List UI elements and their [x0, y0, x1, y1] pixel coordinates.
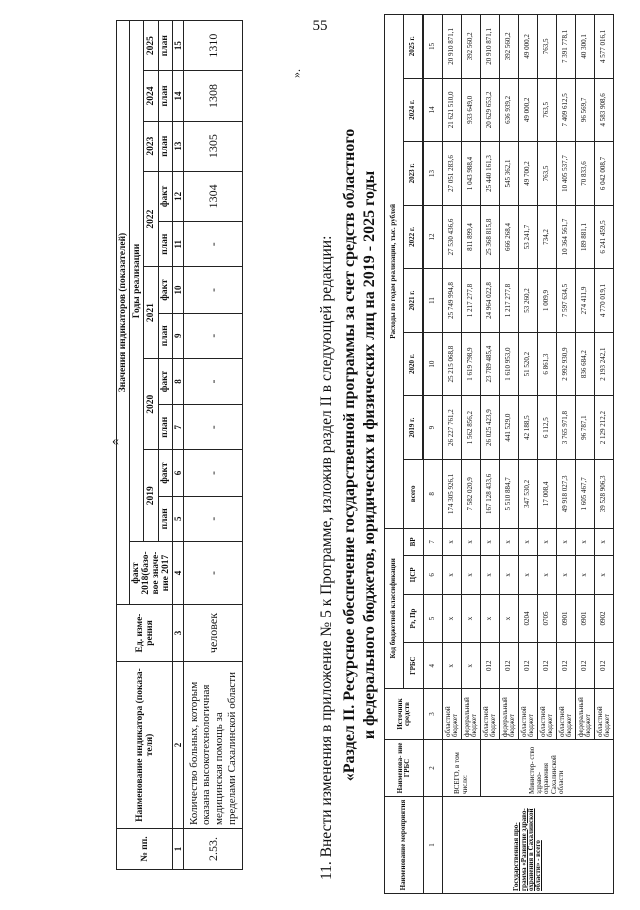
plan-label: план: [158, 121, 172, 171]
finance-cell: 347 530,2: [519, 459, 538, 528]
funding-source: областной бюджет: [557, 689, 576, 740]
col-number: 8: [173, 358, 184, 404]
finance-cell: 836 684,2: [576, 332, 595, 396]
plan-label: план: [158, 405, 172, 450]
col-number: 3: [173, 605, 184, 662]
finance-cell: 012: [538, 643, 557, 689]
plan-label: план: [158, 496, 172, 541]
finance-cell: 3 765 971,8: [557, 396, 576, 460]
col-unit-header: Ед. изме- рения: [117, 605, 173, 662]
finance-cell: 012: [481, 643, 500, 689]
finance-cell: 21 621 510,0: [443, 78, 462, 142]
finance-cell: 10 364 561,7: [557, 205, 576, 269]
column-number-row: [173, 21, 184, 870]
h-2022: 2022 г.: [404, 205, 423, 269]
col-number: 8: [424, 459, 443, 528]
col-number: 14: [424, 78, 443, 142]
col-number: 10: [173, 267, 184, 313]
finance-cell: х: [519, 528, 538, 555]
finance-cell: 189 881,1: [576, 205, 595, 269]
finance-cell: 2 193 242,1: [595, 332, 614, 396]
finance-cell: 40 300,1: [576, 15, 595, 79]
finance-cell: 6 042 008,7: [595, 142, 614, 206]
finance-cell: 7 582 020,9: [462, 459, 481, 528]
finance-cell: 1 217 277,8: [462, 269, 481, 333]
finance-table-wrapper: [384, 14, 614, 894]
finance-cell: 167 128 433,6: [481, 459, 500, 528]
finance-cell: 274 411,9: [576, 269, 595, 333]
indicator-value: -: [184, 313, 243, 358]
indicator-value: -: [184, 222, 243, 267]
finance-cell: 763,5: [538, 15, 557, 79]
plan-label: план: [158, 222, 172, 267]
finance-cell: х: [462, 594, 481, 643]
funding-source: федеральный бюджет: [462, 689, 481, 740]
finance-cell: 0902: [595, 594, 614, 643]
finance-cell: х: [462, 643, 481, 689]
finance-cell: х: [595, 556, 614, 595]
finance-cell: 4 583 908,6: [595, 78, 614, 142]
finance-cell: 012: [519, 643, 538, 689]
fact-label: факт: [158, 171, 172, 221]
funding-source: областной бюджет: [595, 689, 614, 740]
col-number: 14: [173, 71, 184, 121]
finance-cell: х: [462, 528, 481, 555]
finance-cell: 811 899,4: [462, 205, 481, 269]
h-budget-code: Код бюджетной классификации: [385, 528, 404, 688]
col-number: 1: [424, 797, 443, 894]
finance-cell: 1 619 798,9: [462, 332, 481, 396]
finance-cell: х: [595, 528, 614, 555]
h-source: Источник средств: [385, 689, 424, 740]
indicator-value: -: [184, 450, 243, 496]
funding-source: областной бюджет: [538, 689, 557, 740]
column-number-row: [424, 15, 443, 894]
funding-source: областной бюджет: [519, 689, 538, 740]
h-rzpr: Рз, Пр: [404, 594, 424, 643]
finance-cell: х: [443, 528, 462, 555]
finance-table-body: [443, 15, 614, 894]
funding-source: областной бюджет: [481, 689, 500, 740]
plan-label: план: [158, 21, 172, 71]
finance-cell: х: [443, 643, 462, 689]
finance-cell: 53 260,2: [519, 269, 538, 333]
year-2021: 2021: [144, 267, 158, 359]
col-number: 13: [173, 121, 184, 171]
h-2024: 2024 г.: [404, 78, 423, 142]
indicator-table: [116, 20, 243, 870]
col-number: 11: [424, 269, 443, 333]
total-label: ВСЕГО, в том числе:: [443, 740, 481, 797]
finance-cell: 25 440 161,3: [481, 142, 500, 206]
finance-cell: 012: [595, 643, 614, 689]
col-number: 13: [424, 142, 443, 206]
finance-cell: 636 939,2: [500, 78, 519, 142]
col-number: 9: [173, 313, 184, 358]
h-name: Наименование мероприятия: [385, 797, 424, 894]
year-2023: 2023: [144, 121, 158, 171]
finance-cell: 1 605 467,7: [576, 459, 595, 528]
finance-cell: х: [576, 528, 595, 555]
year-2022: 2022: [144, 171, 158, 267]
finance-cell: 392 560,2: [500, 15, 519, 79]
finance-cell: 933 649,0: [462, 78, 481, 142]
finance-cell: 0705: [538, 594, 557, 643]
h-grbs: ГРБС: [404, 643, 424, 689]
h-2023: 2023 г.: [404, 142, 423, 206]
section-heading-line-1: «Раздел II. Ресурсное обеспечение государственной программы за счет средств областного: [341, 128, 358, 782]
finance-cell: 012: [500, 643, 519, 689]
indicator-value: -: [184, 405, 243, 450]
finance-cell: 26 025 423,9: [481, 396, 500, 460]
finance-cell: х: [557, 556, 576, 595]
page-number: 55: [312, 18, 328, 34]
indicator-value: -: [184, 542, 243, 605]
h-vr: ВР: [404, 528, 424, 555]
col-number: 5: [173, 496, 184, 541]
finance-cell: х: [500, 556, 519, 595]
finance-cell: 666 268,4: [500, 205, 519, 269]
col-number: 12: [173, 171, 184, 221]
section-heading-line-2: и федерального бюджетов, юридических и физических лиц на 2019 - 2025 годы: [361, 170, 378, 740]
finance-cell: 27 530 436,6: [443, 205, 462, 269]
col-number: 7: [424, 528, 443, 555]
finance-cell: 1 009,9: [538, 269, 557, 333]
year-2024: 2024: [144, 71, 158, 121]
finance-cell: 23 789 485,4: [481, 332, 500, 396]
finance-cell: 96 787,1: [576, 396, 595, 460]
finance-cell: 10 405 537,7: [557, 142, 576, 206]
finance-cell: х: [538, 528, 557, 555]
finance-cell: 5 510 884,7: [500, 459, 519, 528]
finance-cell: 012: [557, 643, 576, 689]
finance-cell: 49 700,2: [519, 142, 538, 206]
plan-label: план: [158, 313, 172, 358]
finance-cell: х: [576, 556, 595, 595]
finance-cell: 4 770 019,1: [595, 269, 614, 333]
finance-cell: х: [500, 528, 519, 555]
finance-cell: 20 910 871,1: [481, 15, 500, 79]
col-number: 11: [173, 222, 184, 267]
indicator-value: 1310: [184, 21, 243, 71]
funding-source: федеральный бюджет: [576, 689, 595, 740]
finance-cell: 2 992 930,9: [557, 332, 576, 396]
year-2025: 2025: [144, 21, 158, 71]
finance-cell: 392 560,2: [462, 15, 481, 79]
finance-cell: 7 597 634,5: [557, 269, 576, 333]
indicator-name: Количество больных, которым оказана высокотехнологичная медицинская помощь за пределами Сахалинской области: [184, 662, 243, 829]
fact-label: факт: [158, 267, 172, 313]
finance-cell: х: [519, 556, 538, 595]
col-number: 15: [173, 21, 184, 71]
finance-cell: 42 188,5: [519, 396, 538, 460]
program-name: Государственная про- грамма «Развитие здраво- охранения в Сахалинской области» - всего: [443, 797, 614, 894]
finance-cell: 96 569,7: [576, 78, 595, 142]
col-no-header: № пп.: [117, 829, 173, 870]
finance-cell: 7 391 778,1: [557, 15, 576, 79]
finance-cell: х: [443, 594, 462, 643]
fact-label: факт: [158, 450, 172, 496]
finance-cell: 25 368 815,8: [481, 205, 500, 269]
indicator-table-wrapper: [116, 20, 243, 870]
table-row: [443, 15, 462, 894]
finance-cell: 545 362,1: [500, 142, 519, 206]
indicator-unit: человек: [184, 605, 243, 662]
finance-cell: 763,5: [538, 142, 557, 206]
col-number: 5: [424, 594, 443, 643]
finance-cell: 763,5: [538, 78, 557, 142]
finance-cell: х: [462, 556, 481, 595]
finance-cell: 53 241,7: [519, 205, 538, 269]
h-grbs-name: Наименова- ние ГРБС: [385, 740, 424, 797]
h-2019: 2019 г.: [404, 396, 423, 460]
finance-cell: 0901: [576, 594, 595, 643]
col-number: 15: [424, 15, 443, 79]
col-number: 6: [173, 450, 184, 496]
indicator-value: 1304: [184, 171, 243, 221]
h-total: всего: [404, 459, 424, 528]
finance-cell: 20 629 653,2: [481, 78, 500, 142]
finance-cell: 20 910 871,1: [443, 15, 462, 79]
finance-cell: х: [481, 528, 500, 555]
closing-quote-mark: ».: [289, 69, 303, 78]
finance-cell: 49 000,2: [519, 78, 538, 142]
finance-cell: 49 918 027,3: [557, 459, 576, 528]
finance-cell: 0204: [519, 594, 538, 643]
indicator-value: -: [184, 358, 243, 404]
h-csr: ЦСР: [404, 556, 424, 595]
finance-cell: х: [443, 556, 462, 595]
values-header: Значения индикаторов (показателей): [117, 21, 130, 605]
col-number: 2: [173, 662, 184, 829]
col-number: 4: [173, 542, 184, 605]
funding-source: федеральный бюджет: [500, 689, 519, 740]
amendment-instruction: 11. Внести изменения в приложение № 5 к Программе, изложив раздел II в следующей редакции:: [318, 235, 335, 880]
col-number: 7: [173, 405, 184, 450]
section-heading: [340, 30, 380, 880]
fact-label: факт: [158, 358, 172, 404]
h-2020: 2020 г.: [404, 332, 423, 396]
finance-cell: х: [557, 528, 576, 555]
finance-cell: 7 409 612,5: [557, 78, 576, 142]
finance-cell: 27 051 283,6: [443, 142, 462, 206]
ministry-label: Министер- ство здраво- охранения Сахалинской области: [481, 740, 614, 797]
col-number: 4: [424, 643, 443, 689]
finance-cell: 174 305 926,1: [443, 459, 462, 528]
h-2021: 2021 г.: [404, 269, 423, 333]
finance-cell: 1 610 953,0: [500, 332, 519, 396]
finance-cell: 1 043 988,4: [462, 142, 481, 206]
finance-cell: 441 529,0: [500, 396, 519, 460]
finance-cell: х: [481, 594, 500, 643]
plan-label: план: [158, 71, 172, 121]
finance-cell: 25 749 994,8: [443, 269, 462, 333]
fact-base-header: факт 2018(базо- вое значе- ние 2017: [130, 542, 173, 605]
finance-cell: 4 577 016,1: [595, 15, 614, 79]
indicator-value: 1305: [184, 121, 243, 171]
h-expenses: Расходы по годам реализации, тыс. рублей: [385, 15, 404, 529]
indicator-value: 1308: [184, 71, 243, 121]
col-number: 12: [424, 205, 443, 269]
years-header: Годы реализации: [130, 21, 144, 542]
year-2020: 2020: [144, 358, 158, 450]
finance-cell: х: [500, 594, 519, 643]
finance-cell: 0901: [557, 594, 576, 643]
finance-cell: 6 861,3: [538, 332, 557, 396]
col-number: 6: [424, 556, 443, 595]
year-2019: 2019: [144, 450, 158, 542]
col-number: 2: [424, 740, 443, 797]
finance-cell: х: [538, 556, 557, 595]
finance-cell: 26 227 761,2: [443, 396, 462, 460]
finance-cell: 49 000,2: [519, 15, 538, 79]
finance-cell: 1 217 277,8: [500, 269, 519, 333]
finance-cell: 6 241 459,5: [595, 205, 614, 269]
col-number: 1: [173, 829, 184, 870]
h-2025: 2025 г.: [404, 15, 423, 79]
finance-cell: 2 129 212,2: [595, 396, 614, 460]
indicator-value: -: [184, 267, 243, 313]
finance-cell: 70 833,6: [576, 142, 595, 206]
finance-cell: 51 520,2: [519, 332, 538, 396]
finance-table: [384, 14, 614, 894]
funding-source: областной бюджет: [443, 689, 462, 740]
col-number: 3: [424, 689, 443, 740]
col-number: 10: [424, 332, 443, 396]
table-row: [481, 15, 500, 894]
opening-quote-mark: «: [112, 434, 119, 449]
finance-cell: 012: [576, 643, 595, 689]
finance-cell: 1 562 856,2: [462, 396, 481, 460]
finance-cell: х: [481, 556, 500, 595]
finance-cell: 734,2: [538, 205, 557, 269]
finance-cell: 24 964 022,8: [481, 269, 500, 333]
finance-cell: 6 112,5: [538, 396, 557, 460]
row-number: 2.53.: [184, 829, 243, 870]
col-name-header: Наименование индикатора (показа- теля): [117, 662, 173, 829]
col-number: 9: [424, 396, 443, 460]
finance-cell: 25 215 068,8: [443, 332, 462, 396]
indicator-value: -: [184, 496, 243, 541]
finance-cell: 39 528 906,3: [595, 459, 614, 528]
finance-cell: 17 008,4: [538, 459, 557, 528]
table-row: [184, 21, 243, 870]
